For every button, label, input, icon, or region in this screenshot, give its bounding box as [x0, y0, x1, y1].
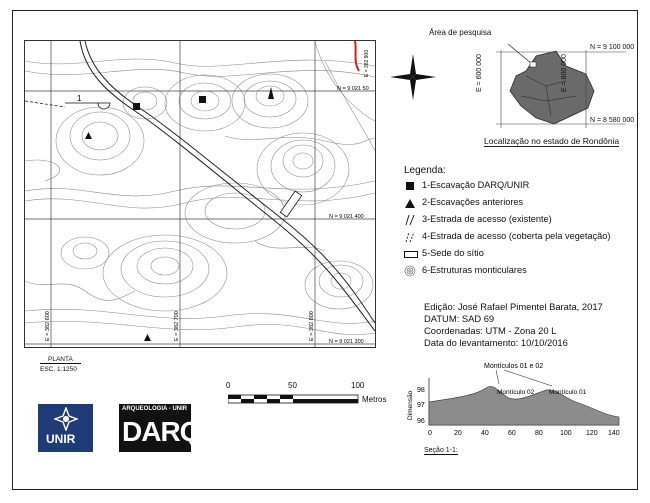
grid-label-n3: N = 9 021 300 — [329, 339, 364, 345]
rondonia-state-shape — [510, 51, 594, 124]
y-tick-97: 97 — [417, 402, 425, 409]
section-profile — [404, 360, 630, 446]
darq-logo-text: DARQ — [122, 416, 201, 447]
darq-logo — [119, 404, 201, 452]
site-map — [24, 40, 376, 348]
x-tick-80: 80 — [535, 430, 543, 437]
datum-text: DATUM: SAD 69 — [424, 313, 495, 324]
legend-title: Legenda: — [404, 165, 446, 176]
coordinates-text: Coordenadas: UTM - Zona 20 L — [424, 325, 557, 336]
research-area-label: Área de pesquisa — [429, 28, 492, 37]
previous-excavation-triangle-icon — [144, 334, 151, 341]
scale-ratio-label: ESC. 1:1250 — [40, 366, 77, 373]
legend-item: 3-Estrada de acesso (existente) — [404, 214, 634, 231]
site-building-icon — [280, 191, 301, 217]
section-label: Seção 1-1: — [424, 447, 458, 454]
utm-grid — [25, 41, 375, 347]
previous-excavation-triangle-icon — [85, 132, 92, 139]
edition-text: Edição: José Rafael Pimentel Barata, 2017 — [424, 301, 603, 312]
x-tick-0: 0 — [428, 430, 432, 437]
grid-label-e1: E = 382 600 — [45, 311, 51, 341]
mound-02-label: Montículo 02 — [497, 389, 535, 396]
y-tick-98: 98 — [417, 387, 425, 394]
road-covered-icon — [404, 231, 416, 243]
north-arrow-icon — [388, 52, 438, 102]
stream-line — [355, 41, 359, 71]
scale-bar-graphic — [228, 393, 362, 409]
building-icon — [404, 251, 418, 258]
legend-item: 2-Escavações anteriores — [404, 197, 634, 214]
grid-label-e3: E = 382 800 — [309, 311, 315, 341]
legend-item: 1-Escavação DARQ/UNIR — [404, 180, 634, 197]
darq-logo-subtitle: ARQUEOLOGIA - UNIR — [122, 406, 188, 412]
legend-list — [404, 180, 634, 282]
unir-logo-text: UNIR — [46, 432, 76, 446]
contour-lines — [25, 41, 375, 335]
x-tick-40: 40 — [481, 430, 489, 437]
location-map-svg — [466, 36, 631, 146]
grid-label-n1: N = 9 021 50 — [337, 86, 369, 92]
loc-n-bottom: N = 8 580 000 — [590, 117, 635, 124]
square-icon — [406, 182, 414, 190]
scale-unit: Metros — [362, 395, 387, 404]
location-map — [466, 36, 631, 146]
loc-e-left: E = 600 000 — [476, 54, 483, 92]
scale-tick-0: 0 — [226, 381, 231, 390]
excavation-square-icon — [133, 103, 140, 110]
unir-logo — [38, 404, 93, 452]
section-end-marker — [268, 87, 274, 99]
map-info — [424, 301, 603, 349]
location-caption: Localização no estado de Rondônia — [484, 136, 620, 146]
x-tick-120: 120 — [586, 430, 598, 437]
x-tick-20: 20 — [454, 430, 462, 437]
unir-emblem-icon — [54, 407, 78, 431]
x-tick-140: 140 — [608, 430, 620, 437]
mound-icon — [404, 265, 416, 277]
profile-ylabel: Dimensão — [407, 390, 414, 420]
scale-tick-50: 50 — [288, 381, 297, 390]
loc-e-right: E = 800 000 — [561, 54, 568, 92]
loc-n-top: N = 9 100 000 — [590, 44, 635, 51]
excavation-square-icon — [199, 96, 206, 103]
planta-label: PLANTA — [40, 356, 81, 364]
section-marker-label: 1 — [77, 94, 82, 103]
y-tick-96: 96 — [417, 418, 425, 425]
scale-tick-100: 100 — [351, 381, 365, 390]
grid-label-n2: N = 9 021 400 — [329, 214, 364, 220]
road-existing-icon — [404, 214, 416, 226]
x-tick-100: 100 — [560, 430, 572, 437]
covered-road — [25, 101, 65, 107]
legend-item: 6-Estruturas monticulares — [404, 265, 634, 282]
x-tick-60: 60 — [508, 430, 516, 437]
mound-01-label: Montículo 01 — [549, 389, 587, 396]
profile-title: Montículos 01 e 02 — [484, 363, 544, 370]
grid-label-e2: E = 382 700 — [174, 311, 180, 341]
grid-label-top-right: E = 382 900 — [364, 49, 370, 77]
contour-map-svg — [25, 41, 375, 347]
triangle-icon — [405, 198, 415, 208]
survey-date-text: Data do levantamento: 10/10/2016 — [424, 337, 568, 348]
legend-item: 5-Sede do sítio — [404, 248, 634, 265]
legend-item: 4-Estrada de acesso (coberta pela vegetação) — [404, 231, 634, 248]
